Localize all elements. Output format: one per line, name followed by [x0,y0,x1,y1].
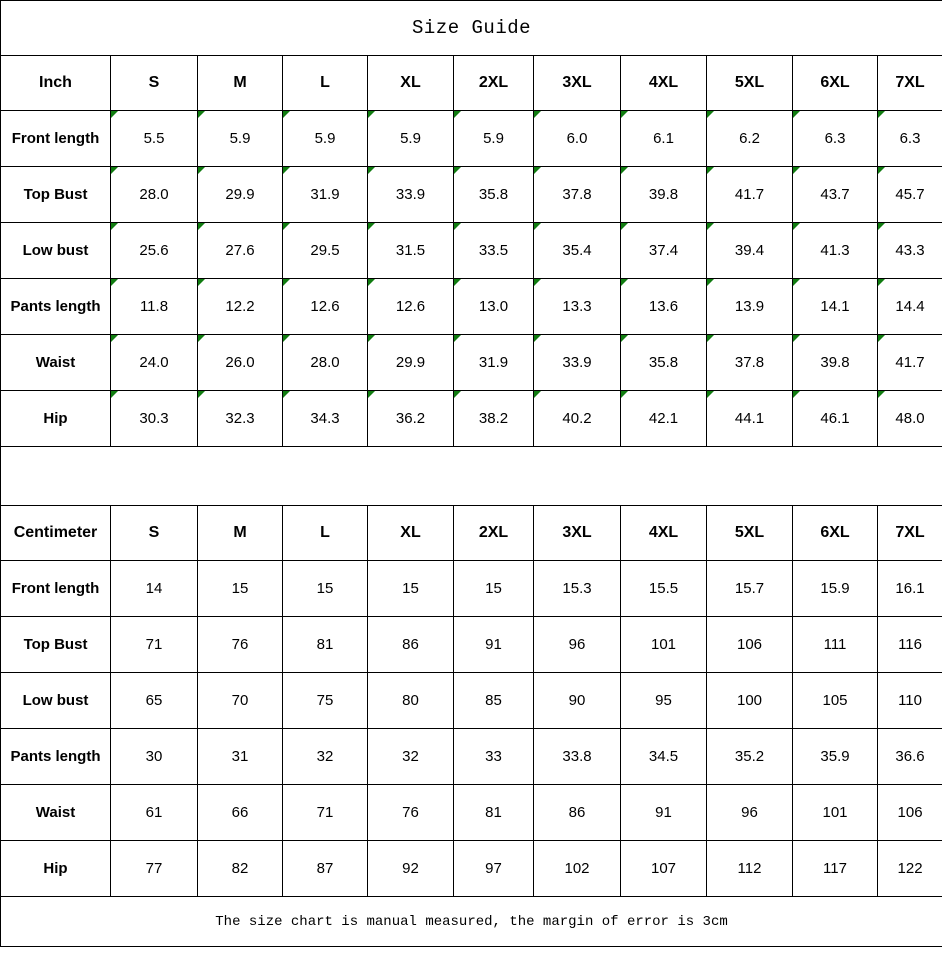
measurement-value-cell: 40.2 [534,391,621,447]
measurement-value-cell: 5.9 [198,111,283,167]
size-header-row-centimeter [1,506,942,561]
measurement-value-cell: 91 [454,617,534,673]
measurement-value-cell: 6.2 [707,111,793,167]
stored-as-text-flag-icon [707,279,714,286]
measurement-value-cell: 86 [368,617,454,673]
stored-as-text-flag-icon [707,167,714,174]
measurement-row [1,223,942,279]
unit-header-cell: Inch [1,56,111,111]
stored-as-text-flag-icon [111,223,118,230]
measurement-value-cell: 35.4 [534,223,621,279]
measurement-value-cell: 14.1 [793,279,878,335]
measurement-value-cell: 5.5 [111,111,198,167]
size-header-cell: L [283,506,368,561]
measurement-value-cell: 32.3 [198,391,283,447]
stored-as-text-flag-icon [621,335,628,342]
measurement-value-cell: 27.6 [198,223,283,279]
measurement-value-cell: 43.3 [878,223,942,279]
stored-as-text-flag-icon [707,223,714,230]
stored-as-text-flag-icon [368,279,375,286]
stored-as-text-flag-icon [534,223,541,230]
measurement-value-cell: 86 [534,785,621,841]
measurement-value-cell: 107 [621,841,707,897]
size-header-cell: 3XL [534,56,621,111]
measurement-value-cell: 65 [111,673,198,729]
measurement-value-cell: 41.7 [878,335,942,391]
measurement-value-cell: 33.5 [454,223,534,279]
measurement-value-cell: 15 [368,561,454,617]
measurement-value-cell: 48.0 [878,391,942,447]
measurement-row [1,111,942,167]
measurement-value-cell: 6.0 [534,111,621,167]
measurement-value-cell: 61 [111,785,198,841]
measurement-value-cell: 44.1 [707,391,793,447]
measurement-label-cell: Pants length [1,729,111,785]
measurement-value-cell: 15.7 [707,561,793,617]
stored-as-text-flag-icon [707,391,714,398]
measurement-row [1,617,942,673]
measurement-value-cell: 41.3 [793,223,878,279]
measurement-value-cell: 87 [283,841,368,897]
measurement-value-cell: 76 [198,617,283,673]
size-header-cell: M [198,56,283,111]
size-header-cell: S [111,56,198,111]
stored-as-text-flag-icon [198,223,205,230]
stored-as-text-flag-icon [454,391,461,398]
measurement-row [1,729,942,785]
measurement-value-cell: 15.5 [621,561,707,617]
measurement-value-cell: 15.3 [534,561,621,617]
measurement-label-cell: Pants length [1,279,111,335]
measurement-value-cell: 101 [793,785,878,841]
measurement-value-cell: 31 [198,729,283,785]
stored-as-text-flag-icon [621,223,628,230]
table-gap-row [1,447,942,506]
measurement-label-cell: Front length [1,111,111,167]
measurement-value-cell: 105 [793,673,878,729]
measurement-value-cell: 36.6 [878,729,942,785]
stored-as-text-flag-icon [878,391,885,398]
measurement-value-cell: 5.9 [454,111,534,167]
size-header-cell: 7XL [878,56,942,111]
stored-as-text-flag-icon [534,335,541,342]
size-header-cell: 6XL [793,56,878,111]
stored-as-text-flag-icon [793,111,800,118]
title-row [1,1,942,56]
size-header-cell: 3XL [534,506,621,561]
measurement-value-cell: 31.9 [283,167,368,223]
measurement-value-cell: 35.9 [793,729,878,785]
measurement-label-cell: Low bust [1,223,111,279]
measurement-value-cell: 36.2 [368,391,454,447]
measurement-value-cell: 42.1 [621,391,707,447]
measurement-label-cell: Hip [1,391,111,447]
measurement-value-cell: 71 [283,785,368,841]
stored-as-text-flag-icon [707,335,714,342]
measurement-row [1,561,942,617]
stored-as-text-flag-icon [198,279,205,286]
size-header-cell: S [111,506,198,561]
stored-as-text-flag-icon [283,335,290,342]
measurement-value-cell: 14 [111,561,198,617]
measurement-value-cell: 34.5 [621,729,707,785]
measurement-value-cell: 111 [793,617,878,673]
stored-as-text-flag-icon [368,167,375,174]
size-header-cell: M [198,506,283,561]
stored-as-text-flag-icon [534,111,541,118]
measurement-value-cell: 34.3 [283,391,368,447]
stored-as-text-flag-icon [621,279,628,286]
stored-as-text-flag-icon [621,391,628,398]
measurement-value-cell: 13.0 [454,279,534,335]
stored-as-text-flag-icon [283,279,290,286]
measurement-value-cell: 16.1 [878,561,942,617]
stored-as-text-flag-icon [707,111,714,118]
size-header-cell: 5XL [707,56,793,111]
measurement-label-cell: Hip [1,841,111,897]
measurement-value-cell: 77 [111,841,198,897]
size-header-row-inch [1,56,942,111]
stored-as-text-flag-icon [368,111,375,118]
measurement-row [1,673,942,729]
measurement-value-cell: 11.8 [111,279,198,335]
measurement-value-cell: 13.3 [534,279,621,335]
stored-as-text-flag-icon [198,111,205,118]
measurement-value-cell: 37.4 [621,223,707,279]
measurement-value-cell: 39.4 [707,223,793,279]
measurement-value-cell: 12.6 [283,279,368,335]
measurement-value-cell: 37.8 [707,335,793,391]
measurement-label-cell: Low bust [1,673,111,729]
stored-as-text-flag-icon [534,167,541,174]
measurement-value-cell: 6.3 [793,111,878,167]
measurement-value-cell: 81 [454,785,534,841]
stored-as-text-flag-icon [368,391,375,398]
measurement-value-cell: 29.9 [368,335,454,391]
page-title: Size Guide [1,1,942,56]
stored-as-text-flag-icon [878,279,885,286]
measurement-row [1,167,942,223]
measurement-value-cell: 80 [368,673,454,729]
stored-as-text-flag-icon [793,391,800,398]
measurement-value-cell: 33 [454,729,534,785]
measurement-value-cell: 96 [707,785,793,841]
measurement-value-cell: 30.3 [111,391,198,447]
stored-as-text-flag-icon [283,223,290,230]
stored-as-text-flag-icon [454,279,461,286]
stored-as-text-flag-icon [111,167,118,174]
measurement-row [1,391,942,447]
stored-as-text-flag-icon [878,167,885,174]
stored-as-text-flag-icon [283,391,290,398]
measurement-value-cell: 33.8 [534,729,621,785]
measurement-value-cell: 28.0 [283,335,368,391]
measurement-row [1,279,942,335]
stored-as-text-flag-icon [793,167,800,174]
measurement-value-cell: 96 [534,617,621,673]
measurement-value-cell: 38.2 [454,391,534,447]
measurement-value-cell: 6.3 [878,111,942,167]
measurement-value-cell: 100 [707,673,793,729]
measurement-value-cell: 6.1 [621,111,707,167]
stored-as-text-flag-icon [454,167,461,174]
measurement-value-cell: 28.0 [111,167,198,223]
size-header-cell: XL [368,506,454,561]
measurement-value-cell: 92 [368,841,454,897]
gap-cell [1,447,942,506]
measurement-value-cell: 76 [368,785,454,841]
measurement-label-cell: Waist [1,785,111,841]
size-header-cell: 4XL [621,56,707,111]
stored-as-text-flag-icon [283,111,290,118]
measurement-value-cell: 14.4 [878,279,942,335]
measurement-row [1,841,942,897]
measurement-value-cell: 30 [111,729,198,785]
measurement-value-cell: 25.6 [111,223,198,279]
measurement-value-cell: 32 [283,729,368,785]
measurement-value-cell: 41.7 [707,167,793,223]
measurement-value-cell: 43.7 [793,167,878,223]
stored-as-text-flag-icon [534,279,541,286]
measurement-value-cell: 91 [621,785,707,841]
measurement-label-cell: Front length [1,561,111,617]
measurement-value-cell: 71 [111,617,198,673]
measurement-value-cell: 116 [878,617,942,673]
measurement-value-cell: 45.7 [878,167,942,223]
measurement-value-cell: 15 [283,561,368,617]
measurement-value-cell: 31.9 [454,335,534,391]
stored-as-text-flag-icon [368,223,375,230]
stored-as-text-flag-icon [621,111,628,118]
stored-as-text-flag-icon [283,167,290,174]
measurement-value-cell: 15.9 [793,561,878,617]
measurement-label-cell: Top Bust [1,167,111,223]
measurement-value-cell: 15 [198,561,283,617]
size-header-cell: L [283,56,368,111]
unit-header-cell: Centimeter [1,506,111,561]
stored-as-text-flag-icon [111,279,118,286]
stored-as-text-flag-icon [878,223,885,230]
stored-as-text-flag-icon [198,391,205,398]
stored-as-text-flag-icon [368,335,375,342]
size-header-cell: 2XL [454,56,534,111]
measurement-value-cell: 85 [454,673,534,729]
size-header-cell: 6XL [793,506,878,561]
measurement-value-cell: 39.8 [621,167,707,223]
measurement-value-cell: 112 [707,841,793,897]
measurement-label-cell: Top Bust [1,617,111,673]
measurement-value-cell: 97 [454,841,534,897]
measurement-value-cell: 33.9 [368,167,454,223]
measurement-value-cell: 15 [454,561,534,617]
measurement-value-cell: 39.8 [793,335,878,391]
measurement-value-cell: 82 [198,841,283,897]
size-header-cell: 7XL [878,506,942,561]
stored-as-text-flag-icon [111,391,118,398]
stored-as-text-flag-icon [198,335,205,342]
measurement-row [1,335,942,391]
stored-as-text-flag-icon [454,223,461,230]
measurement-note: The size chart is manual measured, the margin of error is 3cm [1,897,942,947]
measurement-value-cell: 110 [878,673,942,729]
stored-as-text-flag-icon [793,279,800,286]
measurement-label-cell: Waist [1,335,111,391]
stored-as-text-flag-icon [454,111,461,118]
stored-as-text-flag-icon [878,335,885,342]
measurement-value-cell: 95 [621,673,707,729]
measurement-value-cell: 101 [621,617,707,673]
measurement-value-cell: 29.5 [283,223,368,279]
measurement-value-cell: 26.0 [198,335,283,391]
measurement-value-cell: 13.6 [621,279,707,335]
stored-as-text-flag-icon [878,111,885,118]
measurement-value-cell: 33.9 [534,335,621,391]
size-header-cell: 4XL [621,506,707,561]
stored-as-text-flag-icon [534,391,541,398]
measurement-value-cell: 5.9 [283,111,368,167]
measurement-value-cell: 106 [707,617,793,673]
stored-as-text-flag-icon [111,335,118,342]
measurement-value-cell: 102 [534,841,621,897]
size-header-cell: 2XL [454,506,534,561]
measurement-value-cell: 75 [283,673,368,729]
stored-as-text-flag-icon [454,335,461,342]
measurement-value-cell: 32 [368,729,454,785]
measurement-value-cell: 66 [198,785,283,841]
measurement-value-cell: 31.5 [368,223,454,279]
measurement-value-cell: 24.0 [111,335,198,391]
measurement-value-cell: 12.2 [198,279,283,335]
size-header-cell: XL [368,56,454,111]
measurement-value-cell: 29.9 [198,167,283,223]
measurement-value-cell: 35.8 [454,167,534,223]
measurement-value-cell: 46.1 [793,391,878,447]
stored-as-text-flag-icon [793,223,800,230]
measurement-value-cell: 12.6 [368,279,454,335]
measurement-value-cell: 35.2 [707,729,793,785]
size-header-cell: 5XL [707,506,793,561]
measurement-value-cell: 70 [198,673,283,729]
stored-as-text-flag-icon [198,167,205,174]
measurement-value-cell: 117 [793,841,878,897]
footer-row [1,897,942,947]
measurement-value-cell: 106 [878,785,942,841]
measurement-value-cell: 13.9 [707,279,793,335]
measurement-value-cell: 35.8 [621,335,707,391]
measurement-value-cell: 81 [283,617,368,673]
stored-as-text-flag-icon [793,335,800,342]
measurement-value-cell: 122 [878,841,942,897]
measurement-value-cell: 90 [534,673,621,729]
measurement-value-cell: 5.9 [368,111,454,167]
stored-as-text-flag-icon [621,167,628,174]
measurement-value-cell: 37.8 [534,167,621,223]
measurement-row [1,785,942,841]
stored-as-text-flag-icon [111,111,118,118]
